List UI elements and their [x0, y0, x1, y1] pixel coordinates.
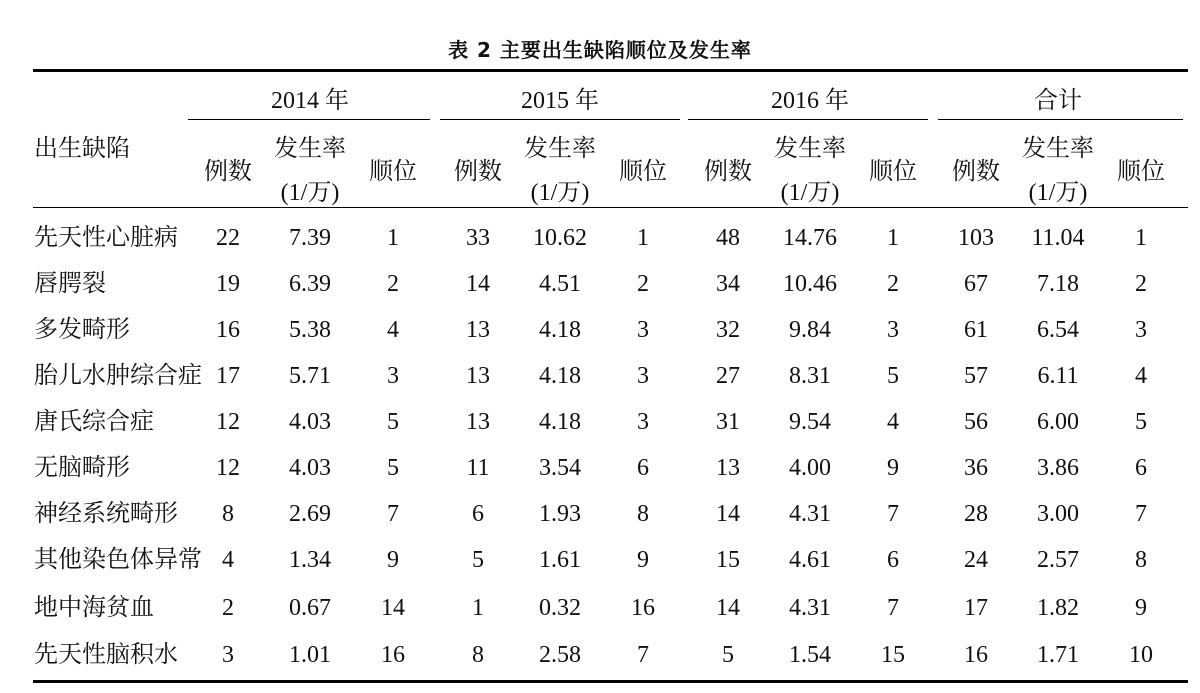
- row-label: 无脑畸形: [34, 455, 130, 481]
- table-cell: 2: [387, 271, 399, 297]
- table-cell: 15: [716, 547, 740, 573]
- table-cell: 11.04: [1031, 225, 1085, 251]
- table-cell: 3.86: [1037, 455, 1079, 481]
- table-cell: 4.18: [539, 363, 581, 389]
- table-cell: 3: [1135, 317, 1147, 343]
- table-cell: 4.61: [789, 547, 831, 573]
- table-cell: 1: [637, 225, 649, 251]
- table-cell: 3: [887, 317, 899, 343]
- rank-header: 顺位: [619, 159, 667, 185]
- table-cell: 8.31: [789, 363, 831, 389]
- table-cell: 4.03: [289, 409, 331, 435]
- table-cell: 12: [216, 409, 240, 435]
- row-header-label: 出生缺陷: [34, 136, 130, 162]
- table-cell: 16: [216, 317, 240, 343]
- group-rule: [938, 119, 1183, 120]
- table-cell: 2: [1135, 271, 1147, 297]
- table-cell: 7.39: [289, 225, 331, 251]
- table-cell: 1.82: [1037, 595, 1079, 621]
- table-cell: 2.69: [289, 501, 331, 527]
- top-rule: [33, 69, 1188, 72]
- table-cell: 32: [716, 317, 740, 343]
- table-cell: 3: [387, 363, 399, 389]
- group-header: 合计: [1034, 88, 1082, 114]
- table-cell: 7: [387, 501, 399, 527]
- table-cell: 4: [387, 317, 399, 343]
- row-label: 神经系统畸形: [34, 501, 178, 527]
- table-cell: 3: [222, 642, 234, 668]
- table-cell: 15: [881, 642, 905, 668]
- table-cell: 1.61: [539, 547, 581, 573]
- table-cell: 5: [887, 363, 899, 389]
- row-label: 其他染色体异常: [34, 547, 202, 573]
- rank-header: 顺位: [1117, 159, 1165, 185]
- row-label: 地中海贫血: [34, 595, 154, 621]
- table-cell: 7: [1135, 501, 1147, 527]
- rank-header: 顺位: [869, 159, 917, 185]
- table-cell: 6: [887, 547, 899, 573]
- table-cell: 24: [964, 547, 988, 573]
- header-rule: [33, 207, 1188, 208]
- table-cell: 0.67: [289, 595, 331, 621]
- table-cell: 7.18: [1037, 271, 1079, 297]
- table-cell: 6: [637, 455, 649, 481]
- table-cell: 1: [1135, 225, 1147, 251]
- table-cell: 33: [466, 225, 490, 251]
- table-cell: 4.31: [789, 595, 831, 621]
- rate-header: 发生率: [774, 136, 846, 162]
- table-cell: 13: [466, 363, 490, 389]
- table-cell: 9.84: [789, 317, 831, 343]
- rate-header: 发生率: [274, 136, 346, 162]
- count-header: 例数: [704, 159, 752, 185]
- table-cell: 10: [1129, 642, 1153, 668]
- group-rule: [440, 119, 680, 120]
- table-cell: 10.62: [533, 225, 587, 251]
- table-cell: 7: [637, 642, 649, 668]
- table-cell: 1: [887, 225, 899, 251]
- table-cell: 9: [387, 547, 399, 573]
- table-cell: 4.18: [539, 409, 581, 435]
- table-cell: 9: [637, 547, 649, 573]
- table-cell: 2: [222, 595, 234, 621]
- row-label: 胎儿水肿综合症: [34, 363, 202, 389]
- table-cell: 8: [222, 501, 234, 527]
- table-cell: 6: [1135, 455, 1147, 481]
- table-cell: 61: [964, 317, 988, 343]
- table-cell: 2.58: [539, 642, 581, 668]
- table-cell: 13: [716, 455, 740, 481]
- group-header: 2016 年: [771, 88, 849, 114]
- table-cell: 4.00: [789, 455, 831, 481]
- group-header: 2015 年: [521, 88, 599, 114]
- table-cell: 1: [472, 595, 484, 621]
- table-cell: 67: [964, 271, 988, 297]
- rate-unit-header: (1/万): [1028, 180, 1088, 206]
- table-cell: 3.54: [539, 455, 581, 481]
- table-cell: 1: [387, 225, 399, 251]
- table-cell: 6.11: [1037, 363, 1079, 389]
- table-cell: 8: [637, 501, 649, 527]
- table-cell: 8: [472, 642, 484, 668]
- table-cell: 1.34: [289, 547, 331, 573]
- table-cell: 8: [1135, 547, 1147, 573]
- table-cell: 5: [472, 547, 484, 573]
- table-cell: 1.71: [1037, 642, 1079, 668]
- table-cell: 9.54: [789, 409, 831, 435]
- table-cell: 1.54: [789, 642, 831, 668]
- table-cell: 7: [887, 501, 899, 527]
- rank-header: 顺位: [369, 159, 417, 185]
- table-cell: 5.38: [289, 317, 331, 343]
- table-cell: 6.39: [289, 271, 331, 297]
- table-cell: 3: [637, 317, 649, 343]
- table-cell: 5: [722, 642, 734, 668]
- table-cell: 34: [716, 271, 740, 297]
- rate-header: 发生率: [524, 136, 596, 162]
- table-cell: 31: [716, 409, 740, 435]
- table-cell: 14: [716, 595, 740, 621]
- row-label: 唇腭裂: [34, 271, 106, 297]
- table-cell: 1.93: [539, 501, 581, 527]
- table-cell: 2.57: [1037, 547, 1079, 573]
- count-header: 例数: [952, 159, 1000, 185]
- table-cell: 14: [381, 595, 405, 621]
- table-cell: 9: [887, 455, 899, 481]
- table-cell: 5: [387, 455, 399, 481]
- bottom-rule: [33, 680, 1188, 683]
- table-cell: 4.31: [789, 501, 831, 527]
- group-header: 2014 年: [271, 88, 349, 114]
- table-cell: 2: [637, 271, 649, 297]
- table-cell: 19: [216, 271, 240, 297]
- table-cell: 22: [216, 225, 240, 251]
- table-cell: 9: [1135, 595, 1147, 621]
- table-cell: 56: [964, 409, 988, 435]
- table-cell: 1.01: [289, 642, 331, 668]
- row-label: 先天性心脏病: [34, 225, 178, 251]
- table-cell: 17: [216, 363, 240, 389]
- table-cell: 36: [964, 455, 988, 481]
- table-cell: 5: [387, 409, 399, 435]
- table-cell: 13: [466, 317, 490, 343]
- table-cell: 3: [637, 409, 649, 435]
- table-cell: 6: [472, 501, 484, 527]
- rate-header: 发生率: [1022, 136, 1094, 162]
- table-cell: 6.54: [1037, 317, 1079, 343]
- table-cell: 10.46: [783, 271, 837, 297]
- table-cell: 16: [964, 642, 988, 668]
- table-cell: 103: [958, 225, 994, 251]
- table-cell: 3: [637, 363, 649, 389]
- table-cell: 4.03: [289, 455, 331, 481]
- table-cell: 6.00: [1037, 409, 1079, 435]
- table-cell: 0.32: [539, 595, 581, 621]
- rate-unit-header: (1/万): [530, 180, 590, 206]
- table-cell: 57: [964, 363, 988, 389]
- table-cell: 48: [716, 225, 740, 251]
- count-header: 例数: [454, 159, 502, 185]
- table-cell: 4.51: [539, 271, 581, 297]
- row-label: 多发畸形: [34, 317, 130, 343]
- table-cell: 17: [964, 595, 988, 621]
- table-cell: 4: [1135, 363, 1147, 389]
- table-cell: 11: [466, 455, 490, 481]
- table-cell: 16: [631, 595, 655, 621]
- table-cell: 3.00: [1037, 501, 1079, 527]
- table-cell: 5: [1135, 409, 1147, 435]
- row-label: 先天性脑积水: [34, 642, 178, 668]
- table-cell: 4: [887, 409, 899, 435]
- table-cell: 14: [716, 501, 740, 527]
- table-cell: 7: [887, 595, 899, 621]
- table-cell: 4: [222, 547, 234, 573]
- count-header: 例数: [204, 159, 252, 185]
- table-cell: 14.76: [783, 225, 837, 251]
- table-cell: 2: [887, 271, 899, 297]
- table-title: 表 2 主要出生缺陷顺位及发生率: [448, 38, 752, 62]
- table-cell: 28: [964, 501, 988, 527]
- table-cell: 4.18: [539, 317, 581, 343]
- table-cell: 27: [716, 363, 740, 389]
- table-cell: 13: [466, 409, 490, 435]
- table-cell: 5.71: [289, 363, 331, 389]
- row-label: 唐氏综合症: [34, 409, 154, 435]
- table-cell: 14: [466, 271, 490, 297]
- rate-unit-header: (1/万): [780, 180, 840, 206]
- group-rule: [688, 119, 928, 120]
- table-cell: 12: [216, 455, 240, 481]
- rate-unit-header: (1/万): [280, 180, 340, 206]
- group-rule: [188, 119, 430, 120]
- table-cell: 16: [381, 642, 405, 668]
